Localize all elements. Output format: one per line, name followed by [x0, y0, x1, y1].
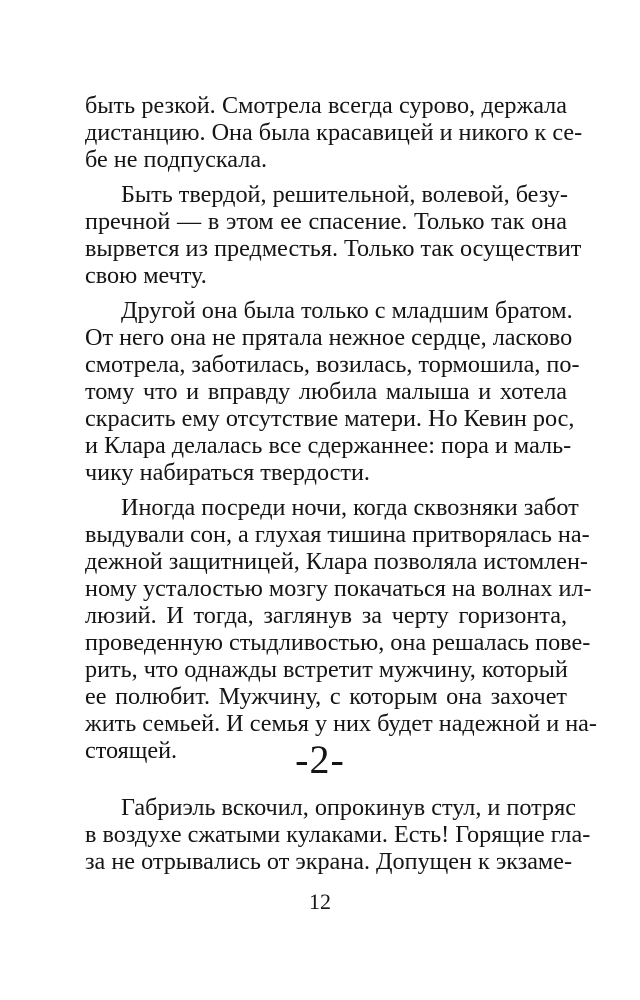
text-line: Другой она была только с младшим братом.: [121, 297, 573, 324]
text-line: ее полюбит. Мужчину, с которым она захочет: [85, 683, 567, 710]
text-line: вырвется из предместья. Только так осуществит: [85, 235, 582, 262]
text-line: быть резкой. Смотрела всегда сурово, держала: [85, 92, 567, 119]
text-line: бе не подпускала.: [85, 146, 268, 173]
paragraph: [85, 297, 580, 486]
text-line: От него она не прятала нежное сердце, ласково: [85, 324, 573, 351]
chapter-heading: -2-: [295, 737, 345, 782]
paragraph: [85, 494, 597, 764]
paragraph: [85, 92, 583, 173]
text-line: чику набираться твердости.: [85, 459, 370, 486]
text-line: Быть твердой, решительной, волевой, безу-: [121, 181, 568, 208]
text-line: дежной защитницей, Клара позволяла истомлен-: [85, 548, 588, 575]
text-line: стоящей.: [85, 737, 178, 764]
paragraph: [85, 181, 582, 289]
text-line: выдували сон, а глухая тишина притворялась на-: [85, 521, 590, 548]
text-line: рить, что однажды встретит мужчину, который: [85, 656, 568, 683]
text-line: Габриэль вскочил, опрокинув стул, и потряс: [121, 794, 576, 821]
text-line: проведенную стыдливостью, она решалась пове-: [85, 629, 591, 656]
text-line: свою мечту.: [85, 262, 207, 289]
text-line: смотрела, заботилась, возилась, тормошила, по-: [85, 351, 580, 378]
page-number: 12: [309, 889, 331, 914]
text-line: жить семьей. И семья у них будет надежной и на-: [85, 710, 597, 737]
text-line: дистанцию. Она была красавицей и никого к се-: [85, 119, 583, 146]
text-line: пречной — в этом ее спасение. Только так она: [85, 208, 567, 235]
text-line: в воздухе сжатыми кулаками. Есть! Горящие гла-: [85, 821, 591, 848]
text-line: за не отрывались от экрана. Допущен к экзаме-: [85, 848, 573, 875]
text-line: люзий. И тогда, заглянув за черту горизонта,: [85, 602, 567, 629]
paragraph: [85, 794, 591, 875]
text-line: ному усталостью мозгу покачаться на волнах ил-: [85, 575, 592, 602]
chapter-text: [85, 794, 591, 875]
text-line: Иногда посреди ночи, когда сквозняки забот: [121, 494, 579, 521]
main-text: [85, 92, 597, 764]
text-line: скрасить ему отсутствие матери. Но Кевин рос,: [85, 405, 575, 432]
text-line: тому что и вправду любила малыша и хотела: [85, 378, 567, 405]
text-line: и Клара делалась все сдержаннее: пора и маль-: [85, 432, 572, 459]
